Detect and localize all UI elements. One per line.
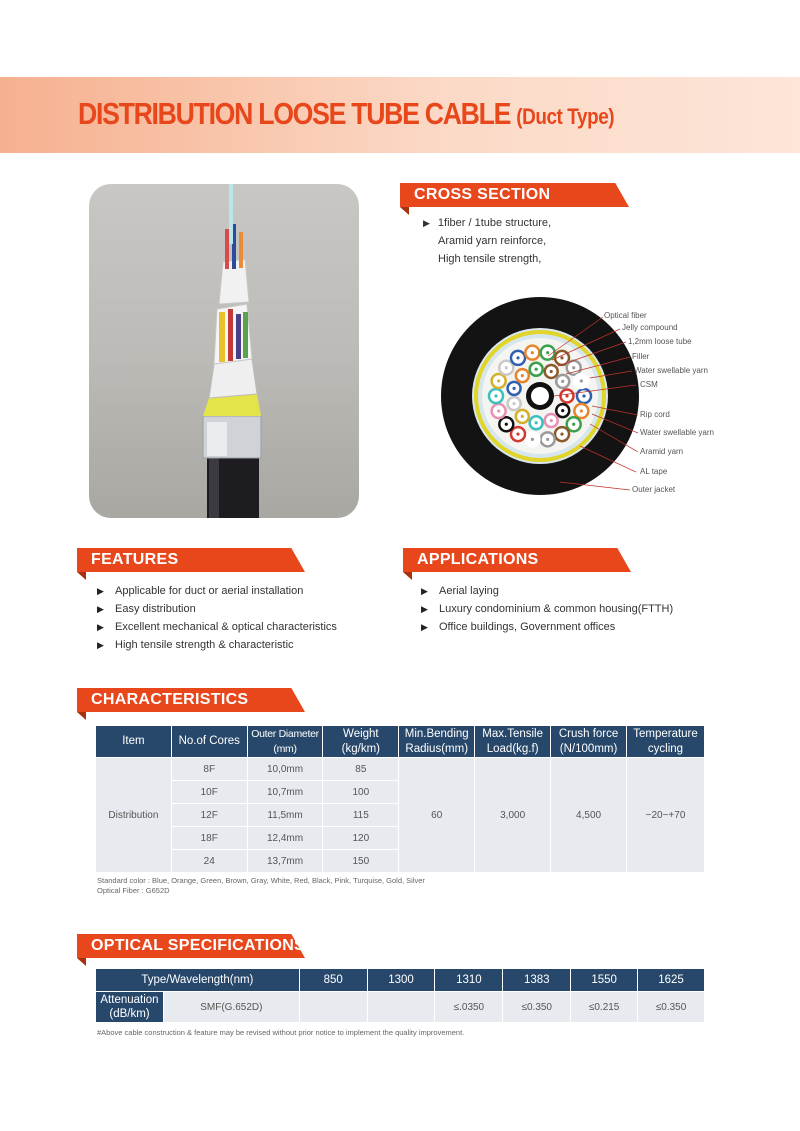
label-water-swellable-yarn-2: Water swellable yarn xyxy=(640,428,714,437)
optical-fiber-dot xyxy=(582,394,585,397)
cell-cores: 12F xyxy=(171,804,247,827)
optical-fiber-dot xyxy=(494,394,497,397)
cell-diameter: 11,5mm xyxy=(247,804,323,827)
optical-fiber-dot xyxy=(516,433,519,436)
arrow-right-icon: ▶ xyxy=(97,640,104,650)
arrow-right-icon: ▶ xyxy=(423,218,430,228)
list-item: ▶ Luxury condominium & common housing(FTTH) xyxy=(421,600,673,618)
label-rip-cord: Rip cord xyxy=(640,410,670,419)
header-temperature: Temperature cycling xyxy=(627,726,705,758)
revision-footnote: #Above cable construction & feature may be revised without prior notice to implement the quality improvement. xyxy=(97,1028,465,1037)
cell-attenuation-label: Attenuation (dB/km) xyxy=(96,992,164,1023)
arrow-right-icon: ▶ xyxy=(97,604,104,614)
cross-section-diagram xyxy=(440,296,740,506)
header-1550: 1550 xyxy=(571,969,638,992)
cable-photo xyxy=(89,184,359,518)
optical-fiber-dot xyxy=(535,368,538,371)
list-item: ▶ Applicable for duct or aerial installation xyxy=(97,582,337,600)
optical-fiber-dot xyxy=(531,438,534,441)
header-1300: 1300 xyxy=(367,969,435,992)
optical-fiber-dot xyxy=(497,379,500,382)
header-1310: 1310 xyxy=(435,969,503,992)
cell-cores: 18F xyxy=(171,827,247,850)
features-heading: FEATURES xyxy=(77,548,305,572)
optical-fiber-dot xyxy=(572,423,575,426)
cell-1310: ≤.0350 xyxy=(435,992,503,1023)
features-list xyxy=(97,582,337,654)
cell-weight: 120 xyxy=(323,827,399,850)
cell-item: Distribution xyxy=(96,758,172,873)
cross-section-heading: CROSS SECTION xyxy=(400,183,629,207)
cell-1625: ≤0.350 xyxy=(638,992,705,1023)
table-row xyxy=(96,758,705,781)
list-item: ▶ Aerial laying xyxy=(421,582,673,600)
optical-fiber-dot xyxy=(546,351,549,354)
arrow-right-icon: ▶ xyxy=(421,622,428,632)
optical-fiber-dot xyxy=(572,366,575,369)
characteristics-heading: CHARACTERISTICS xyxy=(77,688,305,712)
page-subtitle: (Duct Type) xyxy=(516,104,615,129)
cell-temperature: −20~+70 xyxy=(627,758,705,873)
header-item: Item xyxy=(96,726,172,758)
header-1625: 1625 xyxy=(638,969,705,992)
arrow-right-icon: ▶ xyxy=(97,622,104,632)
cell-diameter: 10,0mm xyxy=(247,758,323,781)
optical-specifications-heading: OPTICAL SPECIFICATIONS xyxy=(77,934,305,958)
cell-1383: ≤0.350 xyxy=(503,992,571,1023)
cross-section-description: ▶ 1fiber / 1tube structure, Aramid yarn reinforce, High tensile strength, xyxy=(423,217,552,265)
label-csm: CSM xyxy=(640,380,658,389)
optical-fiber-dot xyxy=(580,409,583,412)
header-bending: Min.Bending Radius(mm) xyxy=(399,726,475,758)
cell-weight: 150 xyxy=(323,850,399,873)
cell-weight: 85 xyxy=(323,758,399,781)
optical-fiber-dot xyxy=(546,438,549,441)
list-item: ▶ Office buildings, Government offices xyxy=(421,618,673,636)
optical-fiber-dot xyxy=(505,423,508,426)
header-crush: Crush force (N/100mm) xyxy=(551,726,627,758)
list-item: ▶ Excellent mechanical & optical characteristics xyxy=(97,618,337,636)
label-outer-jacket: Outer jacket xyxy=(632,485,676,494)
header-850: 850 xyxy=(299,969,367,992)
characteristics-table xyxy=(95,725,705,873)
arrow-right-icon: ▶ xyxy=(421,604,428,614)
optical-fiber-dot xyxy=(512,402,515,405)
cell-diameter: 12,4mm xyxy=(247,827,323,850)
cell-bending: 60 xyxy=(399,758,475,873)
cell-crush: 4,500 xyxy=(551,758,627,873)
page-title: DISTRIBUTION LOOSE TUBE CABLE (Duct Type) xyxy=(78,96,615,131)
label-filler: Filler xyxy=(632,352,650,361)
arrow-right-icon: ▶ xyxy=(421,586,428,596)
cell-diameter: 10,7mm xyxy=(247,781,323,804)
cell-1300 xyxy=(367,992,435,1023)
optical-fiber-dot xyxy=(535,421,538,424)
header-weight: Weight (kg/km) xyxy=(323,726,399,758)
cell-diameter: 13,7mm xyxy=(247,850,323,873)
header-cores: No.of Cores xyxy=(171,726,247,758)
cell-cores: 24 xyxy=(171,850,247,873)
cell-cores: 8F xyxy=(171,758,247,781)
cell-850 xyxy=(299,992,367,1023)
optical-fiber-dot xyxy=(560,433,563,436)
label-loose-tube: 1,2mm loose tube xyxy=(628,337,692,346)
optical-fiber-dot xyxy=(561,409,564,412)
cell-1550: ≤0.215 xyxy=(571,992,638,1023)
optical-fiber-dot xyxy=(521,415,524,418)
cell-weight: 100 xyxy=(323,781,399,804)
cell-weight: 115 xyxy=(323,804,399,827)
optical-fiber-dot xyxy=(565,394,568,397)
optical-fiber-dot xyxy=(505,366,508,369)
standard-color-note: Standard color : Blue, Orange, Green, Brown, Gray, White, Red, Black, Pink, Turquise, Gold, Silver Optical Fiber : G652D xyxy=(97,876,425,895)
table-row xyxy=(96,992,705,1023)
arrow-right-icon: ▶ xyxy=(97,586,104,596)
optical-fiber-dot xyxy=(550,370,553,373)
optical-fiber-dot xyxy=(516,356,519,359)
header-diameter: Outer Diameter (mm) xyxy=(247,726,323,758)
optical-fiber-dot xyxy=(560,356,563,359)
optical-fiber-dot xyxy=(531,351,534,354)
optical-table xyxy=(95,968,705,1023)
header-tensile: Max.Tensile Load(kg.f) xyxy=(475,726,551,758)
cell-tensile: 3,000 xyxy=(475,758,551,873)
optical-fiber-dot xyxy=(497,409,500,412)
cell-type: SMF(G.652D) xyxy=(163,992,299,1023)
label-al-tape: AL tape xyxy=(640,467,668,476)
list-item: ▶ High tensile strength & characteristic xyxy=(97,636,337,654)
optical-fiber-dot xyxy=(512,387,515,390)
label-water-swellable-yarn-1: Water swellable yarn xyxy=(634,366,708,375)
list-item: ▶ Easy distribution xyxy=(97,600,337,618)
optical-fiber-dot xyxy=(550,419,553,422)
label-optical-fiber: Optical fiber xyxy=(604,311,647,320)
label-jelly-compound: Jelly compound xyxy=(622,323,678,332)
applications-list xyxy=(421,582,673,636)
label-aramid-yarn: Aramid yarn xyxy=(640,447,684,456)
header-1383: 1383 xyxy=(503,969,571,992)
cell-cores: 10F xyxy=(171,781,247,804)
optical-fiber-dot xyxy=(521,374,524,377)
optical-fiber-dot xyxy=(561,380,564,383)
applications-heading: APPLICATIONS xyxy=(403,548,631,572)
header-type-wavelength: Type/Wavelength(nm) xyxy=(96,969,300,992)
optical-fiber-dot xyxy=(580,379,583,382)
